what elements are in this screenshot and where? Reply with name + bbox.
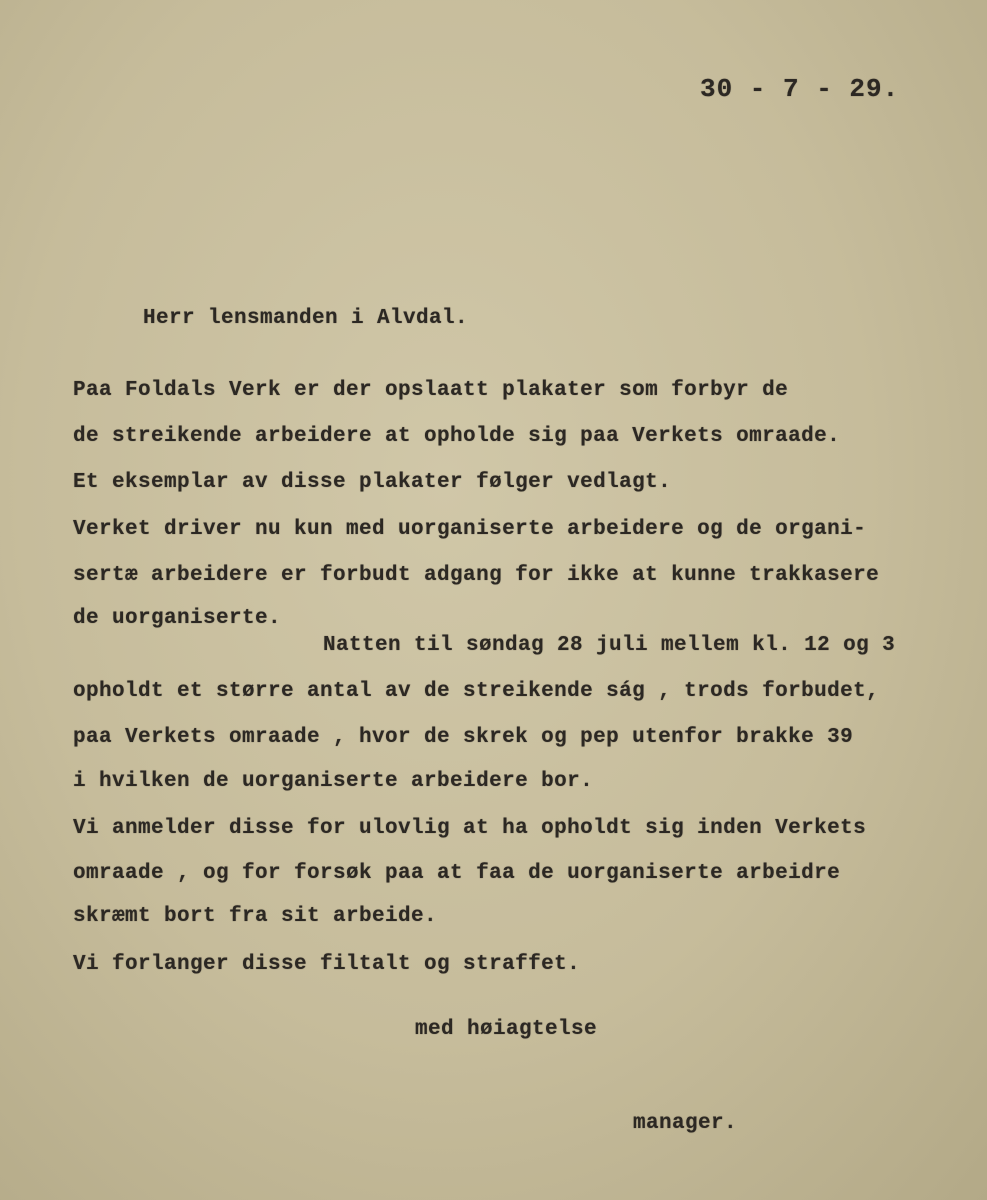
body-line: omraade , og for forsøk paa at faa de uorganiserte arbeidre — [73, 862, 841, 885]
body-line: Et eksemplar av disse plakater følger vedlagt. — [73, 471, 672, 494]
body-line: Natten til søndag 28 juli mellem kl. 12 og 3 — [323, 634, 896, 657]
body-line: de uorganiserte. — [73, 607, 282, 630]
body-line: i hvilken de uorganiserte arbeidere bor. — [73, 770, 594, 793]
signature: manager. — [633, 1112, 738, 1135]
body-line: Paa Foldals Verk er der opslaatt plakater som forbyr de — [73, 379, 789, 402]
body-line: Verket driver nu kun med uorganiserte arbeidere og de organi- — [73, 518, 867, 541]
body-line: Vi anmelder disse for ulovlig at ha opholdt sig inden Verkets — [73, 817, 867, 840]
salutation: Herr lensmanden i Alvdal. — [143, 307, 469, 330]
closing: med høiagtelse — [415, 1018, 598, 1041]
letter-date: 30 - 7 - 29. — [700, 74, 900, 104]
body-line: skræmt bort fra sit arbeide. — [73, 905, 438, 928]
body-line: opholdt et større antal av de streikende ság , trods forbudet, — [73, 680, 880, 703]
body-line: Vi forlanger disse filtalt og straffet. — [73, 953, 581, 976]
body-line: de streikende arbeidere at opholde sig paa Verkets omraade. — [73, 425, 841, 448]
body-line: paa Verkets omraade , hvor de skrek og pep utenfor brakke 39 — [73, 726, 854, 749]
body-line: sertæ arbeidere er forbudt adgang for ikke at kunne trakkasere — [73, 564, 880, 587]
